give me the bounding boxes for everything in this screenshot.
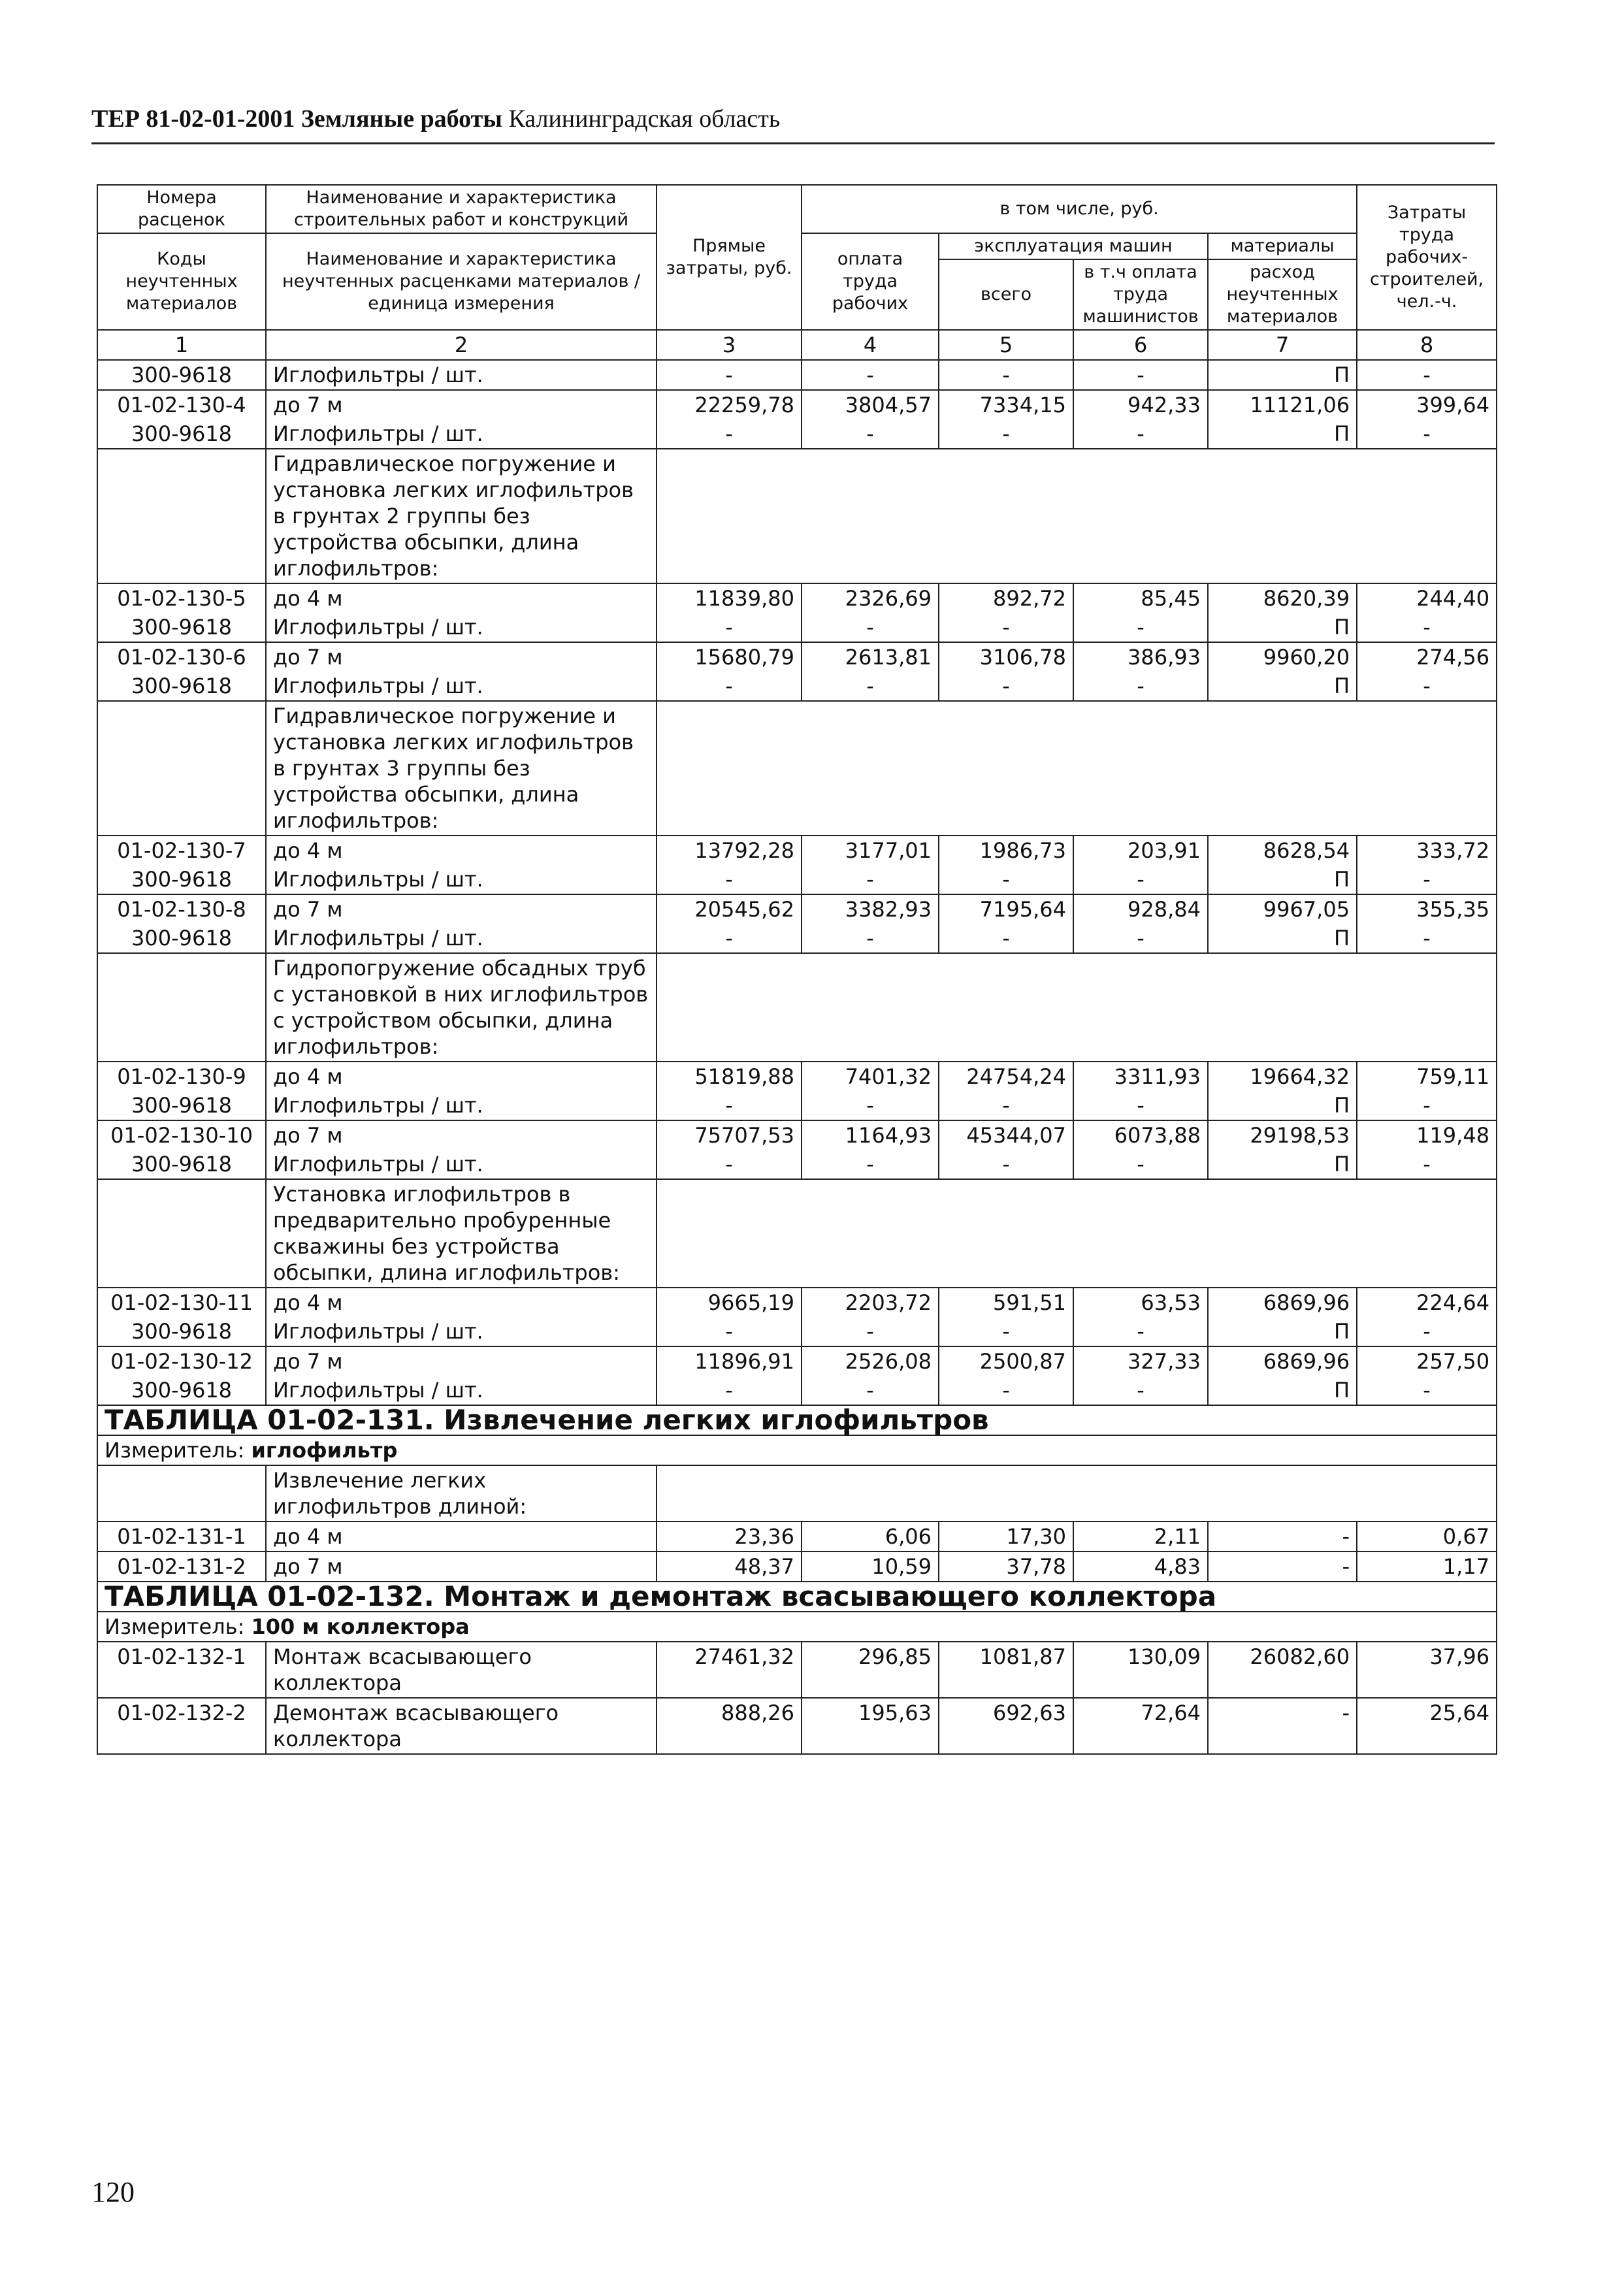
header-rule <box>91 142 1495 144</box>
labor-cell: 333,72 <box>1357 836 1497 865</box>
rate-row <box>97 1062 1497 1091</box>
rate-code-cell: 01-02-130-11 <box>97 1288 266 1317</box>
head-operator-wages: в т.ч оплата труда машинистов <box>1073 259 1208 330</box>
materials-cell: 9967,05 <box>1208 894 1357 924</box>
head-machines-total: всего <box>939 259 1073 330</box>
labor-cell: 759,11 <box>1357 1062 1497 1091</box>
direct-costs-cell: - <box>657 1376 802 1405</box>
empty-cell <box>97 953 266 1062</box>
materials-cell: 11121,06 <box>1208 390 1357 419</box>
rate-code-cell: 01-02-132-2 <box>97 1698 266 1754</box>
header-region: Калининградская область <box>508 105 781 133</box>
operator-wages-cell: - <box>1073 865 1208 894</box>
work-name-cell: Иглофильтры / шт. <box>266 924 657 953</box>
head-materials-usage: расход неучтенных материалов <box>1208 259 1357 330</box>
wages-cell: 3804,57 <box>802 390 939 419</box>
measure-label: Измеритель: <box>105 1438 252 1463</box>
operator-wages-cell: 6073,88 <box>1073 1120 1208 1150</box>
rate-code-cell: 01-02-130-10 <box>97 1120 266 1150</box>
direct-costs-cell: - <box>657 360 802 390</box>
operator-wages-cell: - <box>1073 1376 1208 1405</box>
rate-row <box>97 1552 1497 1582</box>
rate-row <box>97 1521 1497 1552</box>
machines-total-cell: 2500,87 <box>939 1346 1073 1376</box>
rate-code-cell: 300-9618 <box>97 360 266 390</box>
rate-code-cell: 01-02-130-6 <box>97 642 266 672</box>
measure-label: Измеритель: <box>105 1614 252 1639</box>
labor-cell: - <box>1357 1376 1497 1405</box>
empty-cell <box>657 449 1497 583</box>
rate-row <box>97 642 1497 672</box>
section-description: Гидравлическое погружение и установка легких иглофильтров в грунтах 2 группы без устройства обсыпки, длина иглофильтров: <box>266 449 657 583</box>
labor-cell: - <box>1357 924 1497 953</box>
empty-cell <box>657 1179 1497 1288</box>
work-name-cell: Демонтаж всасывающего коллектора <box>266 1698 657 1754</box>
operator-wages-cell: - <box>1073 360 1208 390</box>
empty-cell <box>97 449 266 583</box>
direct-costs-cell: - <box>657 1091 802 1120</box>
material-row <box>97 1317 1497 1346</box>
machines-total-cell: 892,72 <box>939 583 1073 613</box>
materials-cell: П <box>1208 1150 1357 1179</box>
materials-cell: - <box>1208 1698 1357 1754</box>
material-row <box>97 1091 1497 1120</box>
empty-cell <box>97 701 266 836</box>
material-row <box>97 360 1497 390</box>
machines-total-cell: - <box>939 613 1073 642</box>
materials-cell: 26082,60 <box>1208 1642 1357 1698</box>
labor-cell: 399,64 <box>1357 390 1497 419</box>
material-row <box>97 924 1497 953</box>
work-name-cell: Иглофильтры / шт. <box>266 672 657 701</box>
machines-total-cell: 7334,15 <box>939 390 1073 419</box>
section-description: Гидропогружение обсадных труб с установкой в них иглофильтров с устройством обсыпки, длина иглофильтров: <box>266 953 657 1062</box>
rate-code-cell: 01-02-131-2 <box>97 1552 266 1582</box>
materials-cell: - <box>1208 1552 1357 1582</box>
work-name-cell: Иглофильтры / шт. <box>266 865 657 894</box>
labor-cell: - <box>1357 672 1497 701</box>
work-name-cell: до 4 м <box>266 1062 657 1091</box>
material-row <box>97 672 1497 701</box>
machines-total-cell: - <box>939 1150 1073 1179</box>
header-row-1 <box>97 185 1497 233</box>
machines-total-cell: - <box>939 360 1073 390</box>
direct-costs-cell: - <box>657 613 802 642</box>
section-description: Извлечение легких иглофильтров длиной: <box>266 1465 657 1521</box>
wages-cell: 6,06 <box>802 1521 939 1552</box>
direct-costs-cell: 23,36 <box>657 1521 802 1552</box>
machines-total-cell: - <box>939 865 1073 894</box>
rate-code-cell: 01-02-130-7 <box>97 836 266 865</box>
work-name-cell: до 7 м <box>266 642 657 672</box>
labor-cell: 244,40 <box>1357 583 1497 613</box>
operator-wages-cell: 327,33 <box>1073 1346 1208 1376</box>
machines-total-cell: - <box>939 1091 1073 1120</box>
operator-wages-cell: - <box>1073 1150 1208 1179</box>
work-name-cell: до 4 м <box>266 836 657 865</box>
labor-cell: 37,96 <box>1357 1642 1497 1698</box>
operator-wages-cell: 63,53 <box>1073 1288 1208 1317</box>
rate-row <box>97 894 1497 924</box>
operator-wages-cell: 72,64 <box>1073 1698 1208 1754</box>
page-number: 120 <box>91 2176 135 2208</box>
work-name-cell: Иглофильтры / шт. <box>266 1091 657 1120</box>
operator-wages-cell: 386,93 <box>1073 642 1208 672</box>
wages-cell: - <box>802 1317 939 1346</box>
rates-table <box>97 184 1497 1755</box>
wages-cell: - <box>802 419 939 449</box>
wages-cell: - <box>802 924 939 953</box>
section-description-row <box>97 953 1497 1062</box>
work-name-cell: Монтаж всасывающего коллектора <box>266 1642 657 1698</box>
rate-code-cell: 01-02-130-12 <box>97 1346 266 1376</box>
direct-costs-cell: 11839,80 <box>657 583 802 613</box>
direct-costs-cell: - <box>657 1150 802 1179</box>
section-description-row <box>97 701 1497 836</box>
wages-cell: 195,63 <box>802 1698 939 1754</box>
operator-wages-cell: 928,84 <box>1073 894 1208 924</box>
direct-costs-cell: 20545,62 <box>657 894 802 924</box>
materials-cell: 8628,54 <box>1208 836 1357 865</box>
materials-cell: П <box>1208 360 1357 390</box>
direct-costs-cell: 27461,32 <box>657 1642 802 1698</box>
wages-cell: 296,85 <box>802 1642 939 1698</box>
direct-costs-cell: 13792,28 <box>657 836 802 865</box>
rate-row <box>97 1346 1497 1376</box>
rate-row <box>97 1642 1497 1698</box>
table-title: ТАБЛИЦА 01-02-131. Извлечение легких иглофильтров <box>97 1405 1497 1435</box>
wages-cell: - <box>802 1091 939 1120</box>
wages-cell: 2526,08 <box>802 1346 939 1376</box>
materials-cell: 19664,32 <box>1208 1062 1357 1091</box>
direct-costs-cell: 9665,19 <box>657 1288 802 1317</box>
head-name-top: Наименование и характеристика строительных работ и конструкций <box>266 185 657 233</box>
rate-row <box>97 583 1497 613</box>
materials-cell: 9960,20 <box>1208 642 1357 672</box>
rate-code-cell: 300-9618 <box>97 1317 266 1346</box>
empty-cell <box>657 953 1497 1062</box>
machines-total-cell: 45344,07 <box>939 1120 1073 1150</box>
work-name-cell: до 7 м <box>266 1120 657 1150</box>
machines-total-cell: 1081,87 <box>939 1642 1073 1698</box>
work-name-cell: Иглофильтры / шт. <box>266 1317 657 1346</box>
labor-cell: 0,67 <box>1357 1521 1497 1552</box>
wages-cell: - <box>802 1150 939 1179</box>
col-number: 3 <box>657 330 802 360</box>
direct-costs-cell: - <box>657 1317 802 1346</box>
empty-cell <box>657 1465 1497 1521</box>
work-name-cell: Иглофильтры / шт. <box>266 613 657 642</box>
labor-cell: - <box>1357 1317 1497 1346</box>
rate-row <box>97 390 1497 419</box>
rate-row <box>97 836 1497 865</box>
measure-value: 100 м коллектора <box>251 1614 470 1639</box>
operator-wages-cell: 203,91 <box>1073 836 1208 865</box>
labor-cell: - <box>1357 613 1497 642</box>
section-description-row <box>97 1179 1497 1288</box>
machines-total-cell: 692,63 <box>939 1698 1073 1754</box>
wages-cell: 2326,69 <box>802 583 939 613</box>
wages-cell: - <box>802 1376 939 1405</box>
head-direct-costs: Прямые затраты, руб. <box>657 185 802 330</box>
materials-cell: 6869,96 <box>1208 1288 1357 1317</box>
rate-code-cell: 300-9618 <box>97 924 266 953</box>
direct-costs-cell: 75707,53 <box>657 1120 802 1150</box>
labor-cell: 224,64 <box>1357 1288 1497 1317</box>
head-machines: эксплуатация машин <box>939 233 1208 259</box>
machines-total-cell: 7195,64 <box>939 894 1073 924</box>
wages-cell: 2613,81 <box>802 642 939 672</box>
rates-table-body <box>97 185 1497 1754</box>
materials-cell: 29198,53 <box>1208 1120 1357 1150</box>
material-row <box>97 865 1497 894</box>
rate-code-cell: 01-02-130-4 <box>97 390 266 419</box>
empty-cell <box>97 1179 266 1288</box>
operator-wages-cell: 2,11 <box>1073 1521 1208 1552</box>
operator-wages-cell: - <box>1073 1317 1208 1346</box>
measure-unit <box>97 1612 1497 1642</box>
wages-cell: 2203,72 <box>802 1288 939 1317</box>
wages-cell: - <box>802 613 939 642</box>
direct-costs-cell: - <box>657 924 802 953</box>
materials-cell: П <box>1208 924 1357 953</box>
operator-wages-cell: - <box>1073 419 1208 449</box>
rate-code-cell: 01-02-130-5 <box>97 583 266 613</box>
col-number: 5 <box>939 330 1073 360</box>
machines-total-cell: 17,30 <box>939 1521 1073 1552</box>
rate-code-cell: 300-9618 <box>97 865 266 894</box>
labor-cell: - <box>1357 1091 1497 1120</box>
direct-costs-cell: 11896,91 <box>657 1346 802 1376</box>
wages-cell: 1164,93 <box>802 1120 939 1150</box>
work-name-cell: до 4 м <box>266 583 657 613</box>
rate-code-cell: 300-9618 <box>97 672 266 701</box>
direct-costs-cell: 15680,79 <box>657 642 802 672</box>
rate-row <box>97 1120 1497 1150</box>
materials-cell: П <box>1208 613 1357 642</box>
labor-cell: - <box>1357 1150 1497 1179</box>
labor-cell: 25,64 <box>1357 1698 1497 1754</box>
col-number: 6 <box>1073 330 1208 360</box>
operator-wages-cell: - <box>1073 1091 1208 1120</box>
table-title-row <box>97 1582 1497 1612</box>
direct-costs-cell: - <box>657 419 802 449</box>
direct-costs-cell: 888,26 <box>657 1698 802 1754</box>
col-number: 8 <box>1357 330 1497 360</box>
machines-total-cell: 591,51 <box>939 1288 1073 1317</box>
operator-wages-cell: 3311,93 <box>1073 1062 1208 1091</box>
material-row <box>97 613 1497 642</box>
section-description: Установка иглофильтров в предварительно пробуренные скважины без устройства обсыпки, длина иглофильтров: <box>266 1179 657 1288</box>
direct-costs-cell: 22259,78 <box>657 390 802 419</box>
direct-costs-cell: 51819,88 <box>657 1062 802 1091</box>
operator-wages-cell: - <box>1073 924 1208 953</box>
work-name-cell: до 4 м <box>266 1521 657 1552</box>
rate-code-cell: 300-9618 <box>97 1376 266 1405</box>
measure-row <box>97 1612 1497 1642</box>
header-title: ТЕР 81-02-01-2001 Земляные работы <box>91 105 502 133</box>
work-name-cell: Иглофильтры / шт. <box>266 419 657 449</box>
labor-cell: - <box>1357 360 1497 390</box>
machines-total-cell: - <box>939 672 1073 701</box>
machines-total-cell: 3106,78 <box>939 642 1073 672</box>
wages-cell: 3382,93 <box>802 894 939 924</box>
work-name-cell: до 7 м <box>266 1346 657 1376</box>
material-row <box>97 1150 1497 1179</box>
operator-wages-cell: 130,09 <box>1073 1642 1208 1698</box>
head-materials: материалы <box>1208 233 1357 259</box>
col-number: 7 <box>1208 330 1357 360</box>
col-number: 4 <box>802 330 939 360</box>
labor-cell: 119,48 <box>1357 1120 1497 1150</box>
rate-code-cell: 300-9618 <box>97 1091 266 1120</box>
labor-cell: - <box>1357 865 1497 894</box>
work-name-cell: Иглофильтры / шт. <box>266 1150 657 1179</box>
table-title: ТАБЛИЦА 01-02-132. Монтаж и демонтаж всасывающего коллектора <box>97 1582 1497 1612</box>
empty-cell <box>657 701 1497 836</box>
direct-costs-cell: - <box>657 672 802 701</box>
head-codes-bottom: Коды неучтенных материалов <box>97 233 266 330</box>
work-name-cell: Иглофильтры / шт. <box>266 360 657 390</box>
labor-cell: 274,56 <box>1357 642 1497 672</box>
rate-code-cell: 01-02-130-9 <box>97 1062 266 1091</box>
labor-cell: 1,17 <box>1357 1552 1497 1582</box>
wages-cell: 3177,01 <box>802 836 939 865</box>
head-name-bottom: Наименование и характеристика неучтенных расценками материалов / единица измерения <box>266 233 657 330</box>
rate-row <box>97 1698 1497 1754</box>
rate-code-cell: 01-02-130-8 <box>97 894 266 924</box>
rate-code-cell: 300-9618 <box>97 419 266 449</box>
measure-value: иглофильтр <box>251 1438 398 1463</box>
wages-cell: - <box>802 672 939 701</box>
col-number: 2 <box>266 330 657 360</box>
section-description-row <box>97 449 1497 583</box>
machines-total-cell: - <box>939 1317 1073 1346</box>
machines-total-cell: 1986,73 <box>939 836 1073 865</box>
rate-code-cell: 300-9618 <box>97 613 266 642</box>
rate-code-cell: 300-9618 <box>97 1150 266 1179</box>
measure-unit <box>97 1435 1497 1465</box>
column-numbers-row <box>97 330 1497 360</box>
machines-total-cell: - <box>939 924 1073 953</box>
materials-cell: П <box>1208 419 1357 449</box>
running-header <box>91 105 780 133</box>
section-description: Гидравлическое погружение и установка легких иглофильтров в грунтах 3 группы без устройства обсыпки, длина иглофильтров: <box>266 701 657 836</box>
machines-total-cell: 24754,24 <box>939 1062 1073 1091</box>
head-included: в том числе, руб. <box>802 185 1357 233</box>
material-row <box>97 1376 1497 1405</box>
operator-wages-cell: 942,33 <box>1073 390 1208 419</box>
work-name-cell: до 4 м <box>266 1288 657 1317</box>
wages-cell: - <box>802 865 939 894</box>
col-number: 1 <box>97 330 266 360</box>
work-name-cell: до 7 м <box>266 894 657 924</box>
section-description-row <box>97 1465 1497 1521</box>
materials-cell: П <box>1208 1091 1357 1120</box>
head-codes-top: Номера расценок <box>97 185 266 233</box>
materials-cell: П <box>1208 865 1357 894</box>
materials-cell: П <box>1208 1317 1357 1346</box>
head-wages: оплата труда рабочих <box>802 233 939 330</box>
operator-wages-cell: 85,45 <box>1073 583 1208 613</box>
materials-cell: 8620,39 <box>1208 583 1357 613</box>
work-name-cell: до 7 м <box>266 1552 657 1582</box>
material-row <box>97 419 1497 449</box>
table-title-row <box>97 1405 1497 1435</box>
rate-row <box>97 1288 1497 1317</box>
labor-cell: 257,50 <box>1357 1346 1497 1376</box>
head-labor-costs: Затраты труда рабочих-строителей, чел.-ч. <box>1357 185 1497 330</box>
labor-cell: 355,35 <box>1357 894 1497 924</box>
measure-row <box>97 1435 1497 1465</box>
rate-code-cell: 01-02-131-1 <box>97 1521 266 1552</box>
direct-costs-cell: - <box>657 865 802 894</box>
wages-cell: 7401,32 <box>802 1062 939 1091</box>
rate-code-cell: 01-02-132-1 <box>97 1642 266 1698</box>
work-name-cell: Иглофильтры / шт. <box>266 1376 657 1405</box>
materials-cell: - <box>1208 1521 1357 1552</box>
materials-cell: П <box>1208 672 1357 701</box>
wages-cell: 10,59 <box>802 1552 939 1582</box>
wages-cell: - <box>802 360 939 390</box>
machines-total-cell: - <box>939 419 1073 449</box>
machines-total-cell: 37,78 <box>939 1552 1073 1582</box>
labor-cell: - <box>1357 419 1497 449</box>
operator-wages-cell: - <box>1073 672 1208 701</box>
work-name-cell: до 7 м <box>266 390 657 419</box>
operator-wages-cell: 4,83 <box>1073 1552 1208 1582</box>
materials-cell: П <box>1208 1376 1357 1405</box>
materials-cell: 6869,96 <box>1208 1346 1357 1376</box>
machines-total-cell: - <box>939 1376 1073 1405</box>
empty-cell <box>97 1465 266 1521</box>
operator-wages-cell: - <box>1073 613 1208 642</box>
direct-costs-cell: 48,37 <box>657 1552 802 1582</box>
